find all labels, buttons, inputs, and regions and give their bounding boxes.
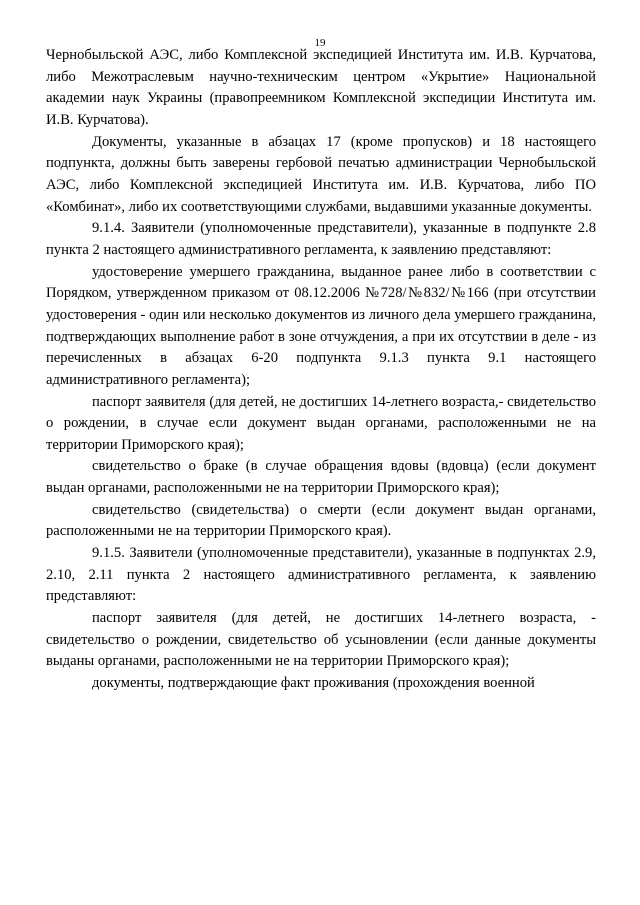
paragraph-applicant-passport-2: паспорт заявителя (для детей, не достигших 14-летнего возраста, - свидетельство о рождении, свидетельство об усыновлении (если данные документы выданы органами, расположенными не на территории Приморского края); bbox=[46, 610, 596, 670]
paragraph-death-certificate: свидетельство (свидетельства) о смерти (если документ выдан органами, расположенными не на территории Приморского края). bbox=[46, 501, 596, 540]
paragraph-marriage-certificate: свидетельство о браке (в случае обращения вдовы (вдовца) (если документ выдан органами, расположенными не на территории Приморского края); bbox=[46, 458, 596, 497]
paragraph-residence-documents: документы, подтверждающие факт проживания (прохождения военной bbox=[92, 675, 535, 692]
page-number: 19 bbox=[314, 37, 326, 49]
paragraph-certification-requirement: Документы, указанные в абзацах 17 (кроме пропусков) и 18 настоящего подпункта, должны быть заверены гербовой печатью администрации Чернобыльской АЭС, либо Комплексной экспедицией Института им. И.В. Курчатова, либо ПО «Комбинат», либо их соответствующими службами, выдавшими указанные документы. bbox=[46, 133, 596, 215]
paragraph-clause-9-1-5: 9.1.5. Заявители (уполномоченные представители), указанные в подпунктах 2.9, 2.10, 2.11 пункта 2 настоящего административного регламента, к заявлению представляют: bbox=[46, 545, 596, 605]
paragraph-applicant-passport: паспорт заявителя (для детей, не достигших 14-летнего возраста,- свидетельство о рождении, в случае если документ выдан органами, расположенными не на территории Приморского края); bbox=[46, 393, 596, 453]
paragraph-clause-9-1-4: 9.1.4. Заявители (уполномоченные представители), указанные в подпункте 2.8 пункта 2 настоящего административного регламента, к заявлению представляют: bbox=[46, 220, 596, 258]
document-body bbox=[46, 45, 596, 695]
paragraph-continuation: Чернобыльской АЭС, либо Комплексной экспедицией Института им. И.В. Курчатова, либо Межотраслевым научно-техническим центром «Укрытие» Национальной академии наук Украины (правопреемником Комплексной экспедиции Института им. И.В. Курчатова). bbox=[46, 47, 596, 128]
paragraph-deceased-certificate: удостоверение умершего гражданина, выданное ранее либо в соответствии с Порядком, утвержденном приказом от 08.12.2006 №728/№832/№166 (при отсутствии удостоверения - один или несколько документов из личного дела умершего гражданина, подтверждающих выполнение работ в зоне отчуждения, а при их отсутствии в деле - из перечисленных в абзацах 6-20 подпункта 9.1.3 пункта 9.1 настоящего административного регламента); bbox=[46, 263, 596, 388]
